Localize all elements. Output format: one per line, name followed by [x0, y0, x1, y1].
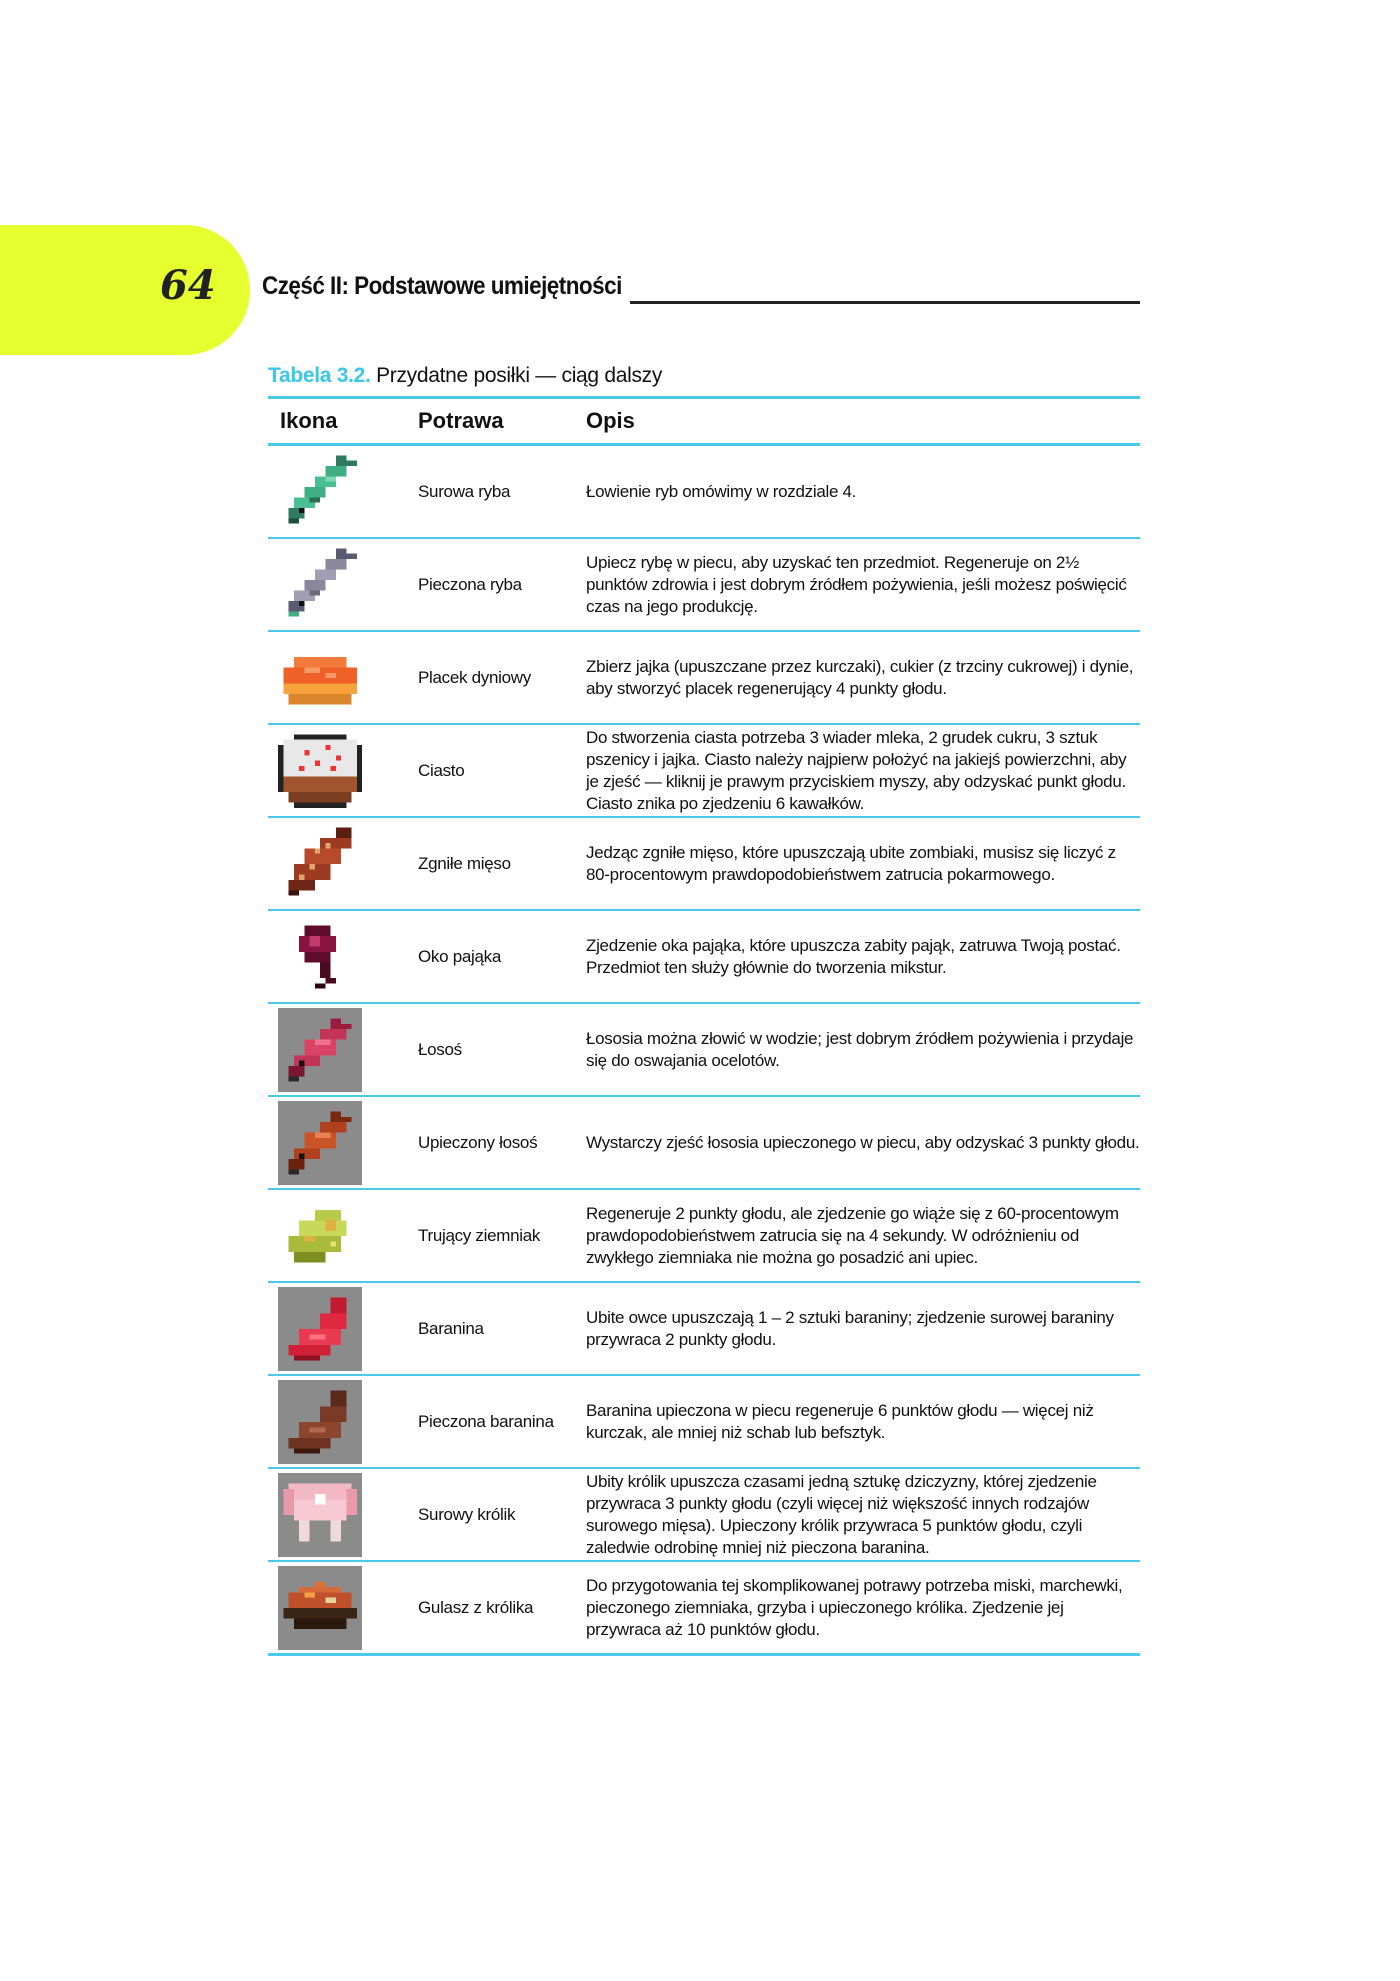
dish-name: Upieczony łosoś — [418, 1132, 538, 1152]
poisonous-potato-icon — [278, 1194, 362, 1278]
raw-salmon-icon — [278, 1008, 362, 1092]
page-number: 64 — [160, 262, 216, 309]
table-caption-text: Przydatne posiłki — ciąg dalszy — [376, 364, 663, 387]
cake-icon — [278, 729, 362, 813]
table-row — [268, 632, 1140, 725]
dish-name: Zgniłe mięso — [418, 853, 511, 873]
column-header-dish: Potrawa — [418, 408, 504, 433]
dish-description: Do przygotowania tej skomplikowanej potrawy potrzeba miski, marchewki, pieczonego ziemniaka, grzyba i upieczonego królika. Zjedzenie jej przywraca aż 10 punktów głodu. — [586, 1575, 1123, 1639]
dish-name: Pieczona ryba — [418, 574, 522, 594]
dish-description: Upiecz rybę w piecu, aby uzyskać ten przedmiot. Regeneruje on 2½ punktów zdrowia i jest dobrym źródłem pożywienia, jeśli możesz poświęcić czas na jego produkcję. — [586, 552, 1127, 616]
dish-name: Pieczona baranina — [418, 1411, 554, 1431]
table-caption-label: Tabela 3.2. — [268, 364, 371, 387]
dish-description: Jedząc zgniłe mięso, które upuszczają ubite zombiaki, musisz się liczyć z 80-procentowym prawdopodobieństwem zatrucia pokarmowego. — [586, 842, 1116, 884]
table-row — [268, 1097, 1140, 1190]
dish-name: Baranina — [418, 1318, 484, 1338]
dish-description: Łososia można złowić w wodzie; jest dobrym źródłem pożywienia i przydaje się do oswajania ocelotów. — [586, 1028, 1134, 1070]
table-row — [268, 446, 1140, 539]
table-row — [268, 911, 1140, 1004]
pumpkin-pie-icon — [278, 636, 362, 720]
dish-name: Surowa ryba — [418, 481, 511, 501]
dish-name: Trujący ziemniak — [418, 1225, 541, 1245]
dish-name: Łosoś — [418, 1039, 462, 1059]
dish-name: Ciasto — [418, 760, 465, 780]
header-rule — [630, 301, 1140, 304]
rotten-flesh-icon — [278, 822, 362, 906]
table-row — [268, 1190, 1140, 1283]
column-header-icon: Ikona — [280, 408, 338, 433]
food-table — [268, 396, 1140, 1656]
table-row — [268, 1469, 1140, 1562]
raw-mutton-icon — [278, 1287, 362, 1371]
table-caption — [268, 364, 662, 388]
table-row — [268, 725, 1140, 818]
raw-fish-icon — [278, 450, 362, 534]
table-row — [268, 818, 1140, 911]
table-row — [268, 1283, 1140, 1376]
running-header-title: Część II: Podstawowe umiejętności — [262, 272, 622, 300]
spider-eye-icon — [278, 915, 362, 999]
dish-description: Ubite owce upuszczają 1 – 2 sztuki baraniny; zjedzenie surowej baraniny przywraca 2 punkty głodu. — [586, 1307, 1114, 1349]
dish-description: Wystarczy zjeść łososia upieczonego w piecu, aby odzyskać 3 punkty głodu. — [586, 1132, 1140, 1152]
dish-name: Placek dyniowy — [418, 667, 531, 687]
column-header-description: Opis — [586, 408, 635, 433]
table-row — [268, 1562, 1140, 1656]
dish-description: Łowienie ryb omówimy w rozdziale 4. — [586, 481, 857, 501]
cooked-fish-icon — [278, 543, 362, 627]
dish-description: Ubity królik upuszcza czasami jedną sztukę dziczyzny, której zjedzenie przywraca 3 punkty głodu (czyli więcej niż większość innych rodzajów surowego mięsa). Upieczony królik przywraca 5 punktów głodu, czyli zaledwie odrobinę mniej niż pieczona baranina. — [586, 1471, 1097, 1557]
table-row — [268, 539, 1140, 632]
table-header — [268, 396, 1140, 446]
dish-name: Oko pająka — [418, 946, 501, 966]
dish-description: Zbierz jajka (upuszczane przez kurczaki), cukier (z trzciny cukrowej) i dynie, aby stworzyć placek regenerujący 4 punkty głodu. — [586, 656, 1134, 698]
raw-rabbit-icon — [278, 1473, 362, 1557]
dish-description: Zjedzenie oka pająka, które upuszcza zabity pająk, zatruwa Twoją postać. Przedmiot ten służy głównie do tworzenia mikstur. — [586, 935, 1121, 977]
cooked-salmon-icon — [278, 1101, 362, 1185]
dish-description: Regeneruje 2 punkty głodu, ale zjedzenie go wiąże się z 60-procentowym prawdopodobieństwem zatrucia się na 4 sekundy. W odróżnieniu od zwykłego ziemniaka nie można go posadzić ani upiec. — [586, 1203, 1119, 1267]
cooked-mutton-icon — [278, 1380, 362, 1464]
table-row — [268, 1004, 1140, 1097]
dish-name: Surowy królik — [418, 1504, 516, 1524]
dish-description: Do stworzenia ciasta potrzeba 3 wiader mleka, 2 grudek cukru, 3 sztuk pszenicy i jajka. Ciasto należy najpierw położyć na jakiejś powierzchni, aby je zjeść — kliknij je prawym przyciskiem myszy, aby odzyskać punkt głodu. Ciasto znika po zjedzeniu 6 kawałków. — [586, 727, 1127, 813]
dish-description: Baranina upieczona w piecu regeneruje 6 punktów głodu — więcej niż kurczak, ale mniej niż schab lub befsztyk. — [586, 1400, 1094, 1442]
rabbit-stew-icon — [278, 1566, 362, 1650]
table-row — [268, 1376, 1140, 1469]
dish-name: Gulasz z królika — [418, 1597, 534, 1617]
